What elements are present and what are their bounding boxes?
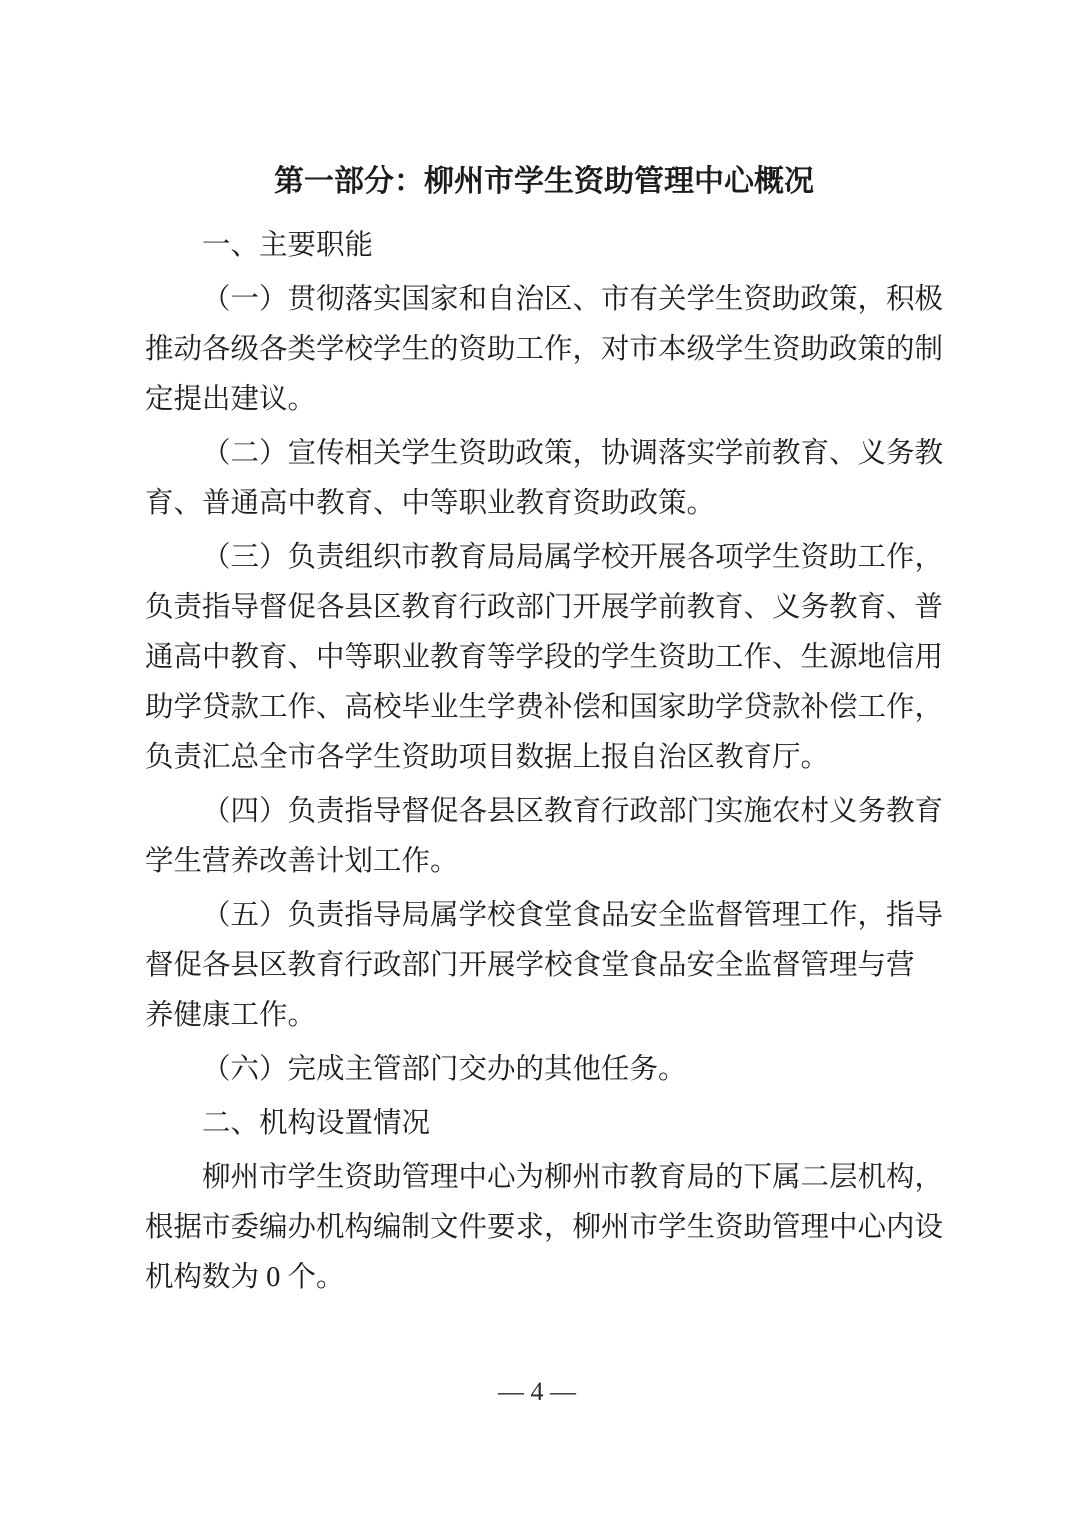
paragraph-line: 督促各县区教育行政部门开展学校食堂食品安全监督管理与营 [145,950,915,981]
paragraph-line: 育、普通高中教育、中等职业教育资助政策。 [145,488,716,519]
paragraph-line: （六）完成主管部门交办的其他任务。 [202,1054,687,1085]
page-number: — 4 — [498,1377,576,1406]
paragraph-line: （四）负责指导督促各县区教育行政部门实施农村义务教育 [202,796,944,827]
paragraph-line: 机构数为 0 个。 [145,1262,345,1293]
paragraph-line: （五）负责指导局属学校食堂食品安全监督管理工作，指导 [202,900,944,931]
paragraph-line: 定提出建议。 [145,384,317,415]
paragraph-line: 学生营养改善计划工作。 [145,846,459,877]
paragraph-line: 根据市委编办机构编制文件要求，柳州市学生资助管理中心内设 [145,1212,944,1243]
paragraph-line: 助学贷款工作、高校毕业生学费补偿和国家助学贷款补偿工作， [145,692,944,723]
section-heading-main-functions: 一、主要职能 [202,230,374,261]
document-title: 第一部分：柳州市学生资助管理中心概况 [274,165,814,198]
paragraph-line: 柳州市学生资助管理中心为柳州市教育局的下属二层机构， [202,1162,944,1193]
paragraph-line: 负责汇总全市各学生资助项目数据上报自治区教育厅。 [145,742,830,773]
paragraph-line: （三）负责组织市教育局局属学校开展各项学生资助工作， [202,542,944,573]
section-heading-org-structure: 二、机构设置情况 [202,1108,431,1139]
paragraph-line: 通高中教育、中等职业教育等学段的学生资助工作、生源地信用 [145,642,944,673]
document-body [145,157,943,1307]
paragraph-line: 推动各级各类学校学生的资助工作，对市本级学生资助政策的制 [145,334,944,365]
paragraph-line: （二）宣传相关学生资助政策，协调落实学前教育、义务教 [202,438,944,469]
paragraph-line: （一）贯彻落实国家和自治区、市有关学生资助政策，积极 [202,284,944,315]
paragraph-line: 养健康工作。 [145,1000,317,1031]
paragraph-line: 负责指导督促各县区教育行政部门开展学前教育、义务教育、普 [145,592,944,623]
